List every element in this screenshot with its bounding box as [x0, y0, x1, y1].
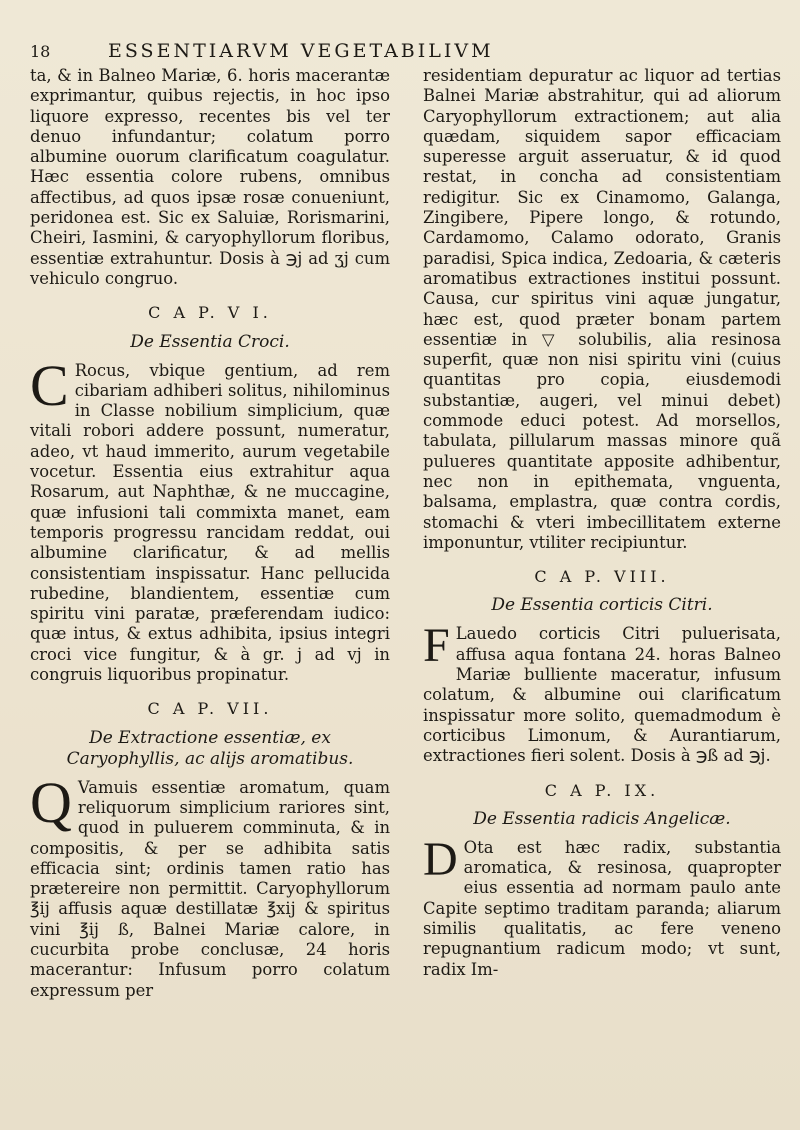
chapter-9-paragraph	[423, 832, 781, 980]
right-column	[423, 66, 781, 980]
continued-paragraph: residentiam depuratur ac liquor ad tertias Balnei Mariæ abstrahitur, qui ad aliorum Caryophyllorum extractionem; aut alia quædam, siquidem sapor efficaciam superesse arguit asseruatur, & id quod restat, in concha ad consistentiam redigitur. Sic ex Cinamomo, Galanga, Zingibere, Pipere longo, & rotundo, Cardamomo, Calamo odorato, Granis paradisi, Spica indica, Zedoaria, & cæteris aromatibus extractiones institui possunt. Causa, cur spiritus vini aquæ jungatur, hæc est, quod præter bonam partem essentiæ in ▽ solubilis, alia resinosa superfit, quæ non nisi spiritu vini (cuius quantitas pro copia, eiusdemodi substantiæ, augeri, vel minui debet) commode educi potest. Ad morsellos, tabulata, pillularum massas minore quã pulueres quantitate apposite adhibentur, nec non in epithemata, vnguenta, balsama, emplastra, quæ contra cordis, stomachi & vteri imbecillitatem externe imponuntur, vtiliter recipiuntur.	[423, 66, 781, 552]
chapter-8-paragraph	[423, 619, 781, 766]
drop-cap: C	[30, 352, 69, 418]
chapter-7-text: Vamuis essentiæ aromatum, quam reliquorum simplicium rariores sint, quod in puluerem comminuta, & in compositis, & per se adhibita satis efficacia sint; ordinis tamen ratio has prætereire non permittit. Caryophyllorum ℥ij affusis aquæ destillatæ ℥xij & spiritus vini ℥ij ß, Balnei Mariæ calore, in cucurbita probe conclusæ, 24 horis macerantur: Infusum porro colatum expressum per	[30, 777, 390, 1000]
chapter-8-text: Lauedo corticis Citri puluerisata, affusa aqua fontana 24. horas Balneo Mariæ bulliente maceratur, infusum colatum, & albumine oui clarificatum inspissatur more solito, quemadmodum è corticibus Limonum, & Aurantiarum, extractiones fieri solent. Dosis à ℈ß ad ℈j.	[423, 624, 781, 766]
page-number: 18	[30, 42, 51, 61]
drop-cap: F	[423, 619, 450, 673]
chapter-title-8: De Essentia corticis Citri.	[491, 595, 713, 616]
chapter-heading-6: C A P. V I.	[148, 303, 272, 323]
drop-cap: Q	[30, 769, 72, 835]
continued-paragraph: ta, & in Balneo Mariæ, 6. horis macerantæ exprimantur, quibus rejectis, in hoc ipso liquore expresso, recentes bis vel ter denuo infundantur; colatum porro albumine ouorum clarificatum coagulatur. Hæc essentia colore rubens, omnibus affectibus, ad quos ipsæ rosæ conueniunt, peridonea est. Sic ex Saluiæ, Rorismarini, Cheiri, Iasmini, & caryophyllorum floribus, essentiæ extrahuntur. Dosis à ℈j ad ʒj cum vehiculo congruo.	[30, 66, 390, 288]
chapter-6-paragraph	[30, 352, 390, 686]
left-column	[30, 66, 390, 1001]
chapter-7-paragraph	[30, 769, 390, 1001]
chapter-title-6: De Essentia Croci.	[130, 331, 290, 352]
chapter-6-text: Rocus, vbique gentium, ad rem cibariam adhiberi solitus, nihilominus in Classe nobilium simplicium, quæ vitali robori addere possunt, numeratur, adeo, vt haud immerito, aurum vegetabile vocetur. Essentia eius extrahitur aqua Rosarum, aut Naphthæ, & ne muccagine, quæ infusioni tali commixta manet, eam temporis progressu rancidam reddat, oui albumine clarificatur, & ad mellis consistentiam inspissatur. Hanc pellucida rubedine, blandientem, essentiæ cum spiritu vini paratæ, præferendam iudico: quæ intus, & extus adhibita, ipsius integri croci vice fungitur, & à gr. j ad vj in congruis liquoribus propinatur.	[30, 360, 390, 685]
drop-cap: D	[423, 832, 458, 886]
chapter-heading-7: C A P. VII.	[147, 699, 273, 719]
page-header	[30, 40, 775, 66]
chapter-heading-9: C A P. IX.	[544, 780, 660, 800]
chapter-heading-8: C A P. VIII.	[534, 567, 670, 587]
chapter-title-7: De Extractione essentiæ, ex Caryophyllis, ac alijs aromatibus.	[66, 727, 354, 769]
chapter-title-9: De Essentia radicis Angelicæ.	[473, 808, 731, 829]
chapter-9-text: Ota est hæc radix, substantia aromatica, & resinosa, quapropter eius essentia ad normam paulo ante Capite septimo traditam paranda; aliarum similis qualitatis, ac fere veneno repugnantium radicum modo; vt sunt, radix Im-	[423, 837, 781, 979]
running-title: ESSENTIARVM VEGETABILIVM	[108, 40, 494, 62]
